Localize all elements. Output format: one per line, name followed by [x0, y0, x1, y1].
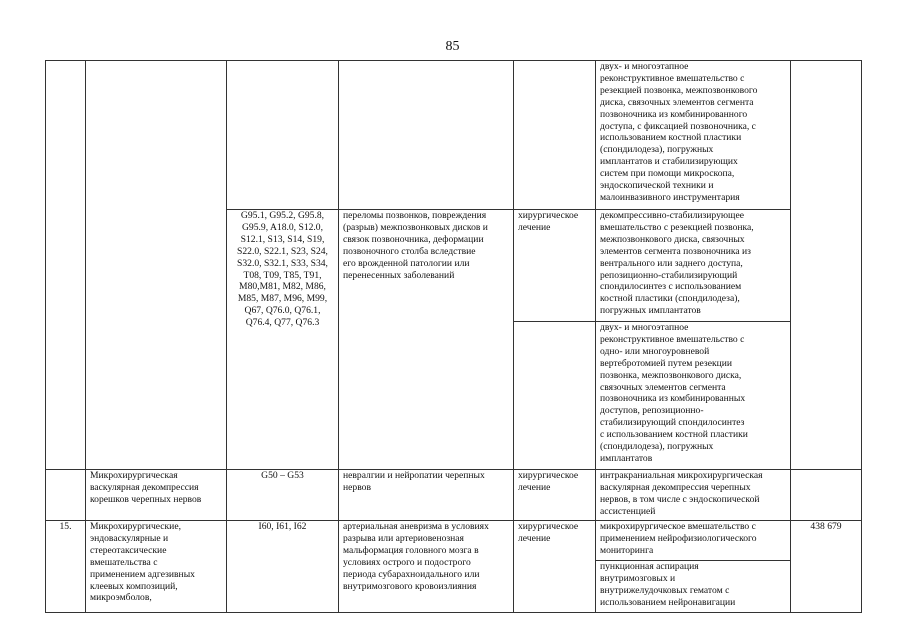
- text-line: переломы позвонков, повреждения: [343, 210, 487, 221]
- diagnosis-cell: [339, 470, 514, 521]
- text-line: двух- и многоэтапное: [600, 61, 689, 72]
- text-line: погружных имплантатов: [600, 305, 701, 317]
- text-line: перенесенных заболеваний: [343, 269, 455, 281]
- codes-cell: [227, 210, 339, 470]
- text-line: позвоночника из комбинированного: [600, 108, 748, 120]
- text-line: с использованием костной пластики: [600, 429, 748, 441]
- diagnosis-cell: [339, 61, 514, 210]
- text-line: применением нейрофизиологического: [600, 532, 757, 544]
- price-cell: 438 679: [791, 521, 862, 613]
- text-line: G95.9, A18.0, S12.0,: [241, 221, 324, 233]
- text-line: декомпрессивно-стабилизирующее: [600, 210, 744, 221]
- text-line: хирургическое: [518, 210, 579, 221]
- text-line: разрыва или артериовенозная: [343, 532, 464, 544]
- text-line: васкулярная декомпрессия черепных: [600, 481, 751, 493]
- text-line: внутримозгового кровоизлияния: [343, 580, 477, 592]
- price-cell: [791, 470, 862, 521]
- text-line: вмешательство с резекцией позвонка,: [600, 221, 754, 233]
- procedure-name-cell: [86, 521, 227, 613]
- text-line: внутримозговых и: [600, 572, 676, 584]
- text-line: двух- и многоэтапное: [600, 322, 689, 333]
- method-cell: [596, 470, 791, 521]
- row-number-cell: [46, 470, 86, 521]
- text-line: ассистенцией: [600, 505, 656, 517]
- text-line: микроэмболов,: [90, 592, 152, 604]
- text-line: эндоскопической техники и: [600, 180, 714, 192]
- text-line: Микрохирургическая: [90, 470, 178, 481]
- text-line: пункционная аспирация: [600, 561, 699, 572]
- text-line: M80,M81, M82, M86,: [239, 281, 326, 293]
- text-line: (разрыв) межпозвонковых дисков и: [343, 221, 488, 233]
- text-line: G95.1, G95.2, G95.8,: [240, 210, 325, 221]
- text-line: позвоночника из комбинированных: [600, 393, 746, 405]
- text-line: позвонка, межпозвонкового диска,: [600, 369, 742, 381]
- text-line: васкулярная декомпрессия: [90, 481, 199, 493]
- text-line: мониторинга: [600, 544, 654, 556]
- text-line: нервов, в том числе с эндоскопической: [600, 493, 760, 505]
- table-row: [46, 61, 862, 210]
- method-cell: [596, 561, 791, 613]
- codes-cell: [227, 521, 339, 613]
- text-line: вмешательства с: [90, 556, 158, 568]
- procedure-name-cell: [86, 470, 227, 521]
- text-line: одно- или многоуровневой: [600, 345, 710, 357]
- text-line: клеевых композиций,: [90, 580, 178, 592]
- text-line: лечение: [518, 532, 551, 544]
- text-line: M85, M87, M96, M99,: [237, 293, 328, 305]
- treatment-type-cell: [514, 521, 596, 613]
- text-line: S12.1, S13, S14, S19,: [240, 233, 325, 245]
- text-line: реконструктивное вмешательство с: [600, 333, 745, 345]
- text-line: малоинвазивного инструментария: [600, 191, 740, 203]
- treatment-type-cell: [514, 210, 596, 322]
- row-number-cell: [46, 61, 86, 470]
- text-line: артериальная аневризма в условиях: [343, 521, 489, 532]
- text-line: Q76.4, Q77, Q76.3: [245, 317, 320, 329]
- text-line: применением адгезивных: [90, 568, 195, 580]
- text-line: стабилизирующий спондилосинтез: [600, 417, 745, 429]
- price-cell: [791, 61, 862, 470]
- text-line: I60, I61, I62: [258, 521, 307, 532]
- treatment-type-cell: [514, 61, 596, 210]
- text-line: нервов: [343, 481, 371, 493]
- text-line: стереотаксические: [90, 544, 167, 556]
- table-row: [46, 470, 862, 521]
- row-number-cell: 15.: [46, 521, 86, 613]
- text-line: использованием нейронавигации: [600, 596, 736, 608]
- text-line: использованием костной пластики: [600, 132, 742, 144]
- page-number: 85: [445, 39, 460, 54]
- text-line: связочных элементов сегмента: [600, 381, 726, 393]
- text-line: диска, связочных элементов сегмента: [600, 96, 754, 108]
- text-line: позвоночного столба вследствие: [343, 245, 476, 257]
- method-cell: [596, 210, 791, 322]
- text-line: спондилосинтез с использованием: [600, 281, 742, 293]
- medical-care-table: [45, 60, 862, 613]
- text-line: связок позвоночника, деформации: [343, 233, 484, 245]
- method-cell: [596, 322, 791, 470]
- treatment-type-cell: [514, 470, 596, 521]
- text-line: G50 – G53: [261, 470, 304, 481]
- codes-cell: [227, 470, 339, 521]
- text-line: вентрального или заднего доступа,: [600, 257, 743, 269]
- text-line: интракраниальная микрохирургическая: [600, 470, 763, 481]
- method-cell: [596, 61, 791, 210]
- text-line: Q67, Q76.0, Q76.1,: [244, 305, 321, 317]
- text-line: T08, T09, T85, T91,: [243, 269, 322, 281]
- procedure-name-cell: [86, 61, 227, 470]
- text-line: Микрохирургические,: [90, 521, 181, 532]
- text-line: лечение: [518, 221, 551, 233]
- codes-cell: [227, 61, 339, 210]
- diagnosis-cell: [339, 521, 514, 613]
- text-line: имплантатов и стабилизирующих: [600, 156, 738, 168]
- text-line: микрохирургическое вмешательство с: [600, 521, 756, 532]
- text-line: корешков черепных нервов: [90, 493, 202, 505]
- text-line: периода субарахноидального или: [343, 568, 480, 580]
- text-line: элементов сегмента позвоночника из: [600, 245, 751, 257]
- text-line: хирургическое: [518, 470, 579, 481]
- text-line: его врожденной патологии или: [343, 257, 470, 269]
- text-line: реконструктивное вмешательство с: [600, 72, 745, 84]
- text-line: (спондилодеза), погружных: [600, 144, 714, 156]
- text-line: доступа, с фиксацией позвоночника, с: [600, 120, 756, 132]
- text-line: невралгии и нейропатии черепных: [343, 470, 485, 481]
- text-line: межпозвонкового диска, связочных: [600, 233, 745, 245]
- text-line: эндоваскулярные и: [90, 532, 169, 544]
- text-line: репозиционно-стабилизирующий: [600, 269, 738, 281]
- text-line: резекцией позвонка, межпозвонкового: [600, 84, 758, 96]
- method-cell: [596, 521, 791, 561]
- table-row: [46, 521, 862, 561]
- text-line: S22.0, S22.1, S23, S24,: [237, 245, 328, 257]
- text-line: систем при помощи микроскопа,: [600, 168, 735, 180]
- treatment-type-cell: [514, 322, 596, 470]
- text-line: лечение: [518, 481, 551, 493]
- text-line: условиях острого и подострого: [343, 556, 471, 568]
- text-line: внутрижелудочковых гематом с: [600, 584, 730, 596]
- text-line: доступов, репозиционно-: [600, 405, 704, 417]
- text-line: мальформация головного мозга в: [343, 544, 479, 556]
- text-line: имплантатов: [600, 452, 653, 464]
- text-line: костной пластики (спондилодеза),: [600, 293, 740, 305]
- text-line: S32.0, S32.1, S33, S34,: [237, 257, 328, 269]
- text-line: (спондилодеза), погружных: [600, 441, 714, 453]
- diagnosis-cell: [339, 210, 514, 470]
- text-line: вертебротомией путем резекции: [600, 357, 733, 369]
- text-line: хирургическое: [518, 521, 579, 532]
